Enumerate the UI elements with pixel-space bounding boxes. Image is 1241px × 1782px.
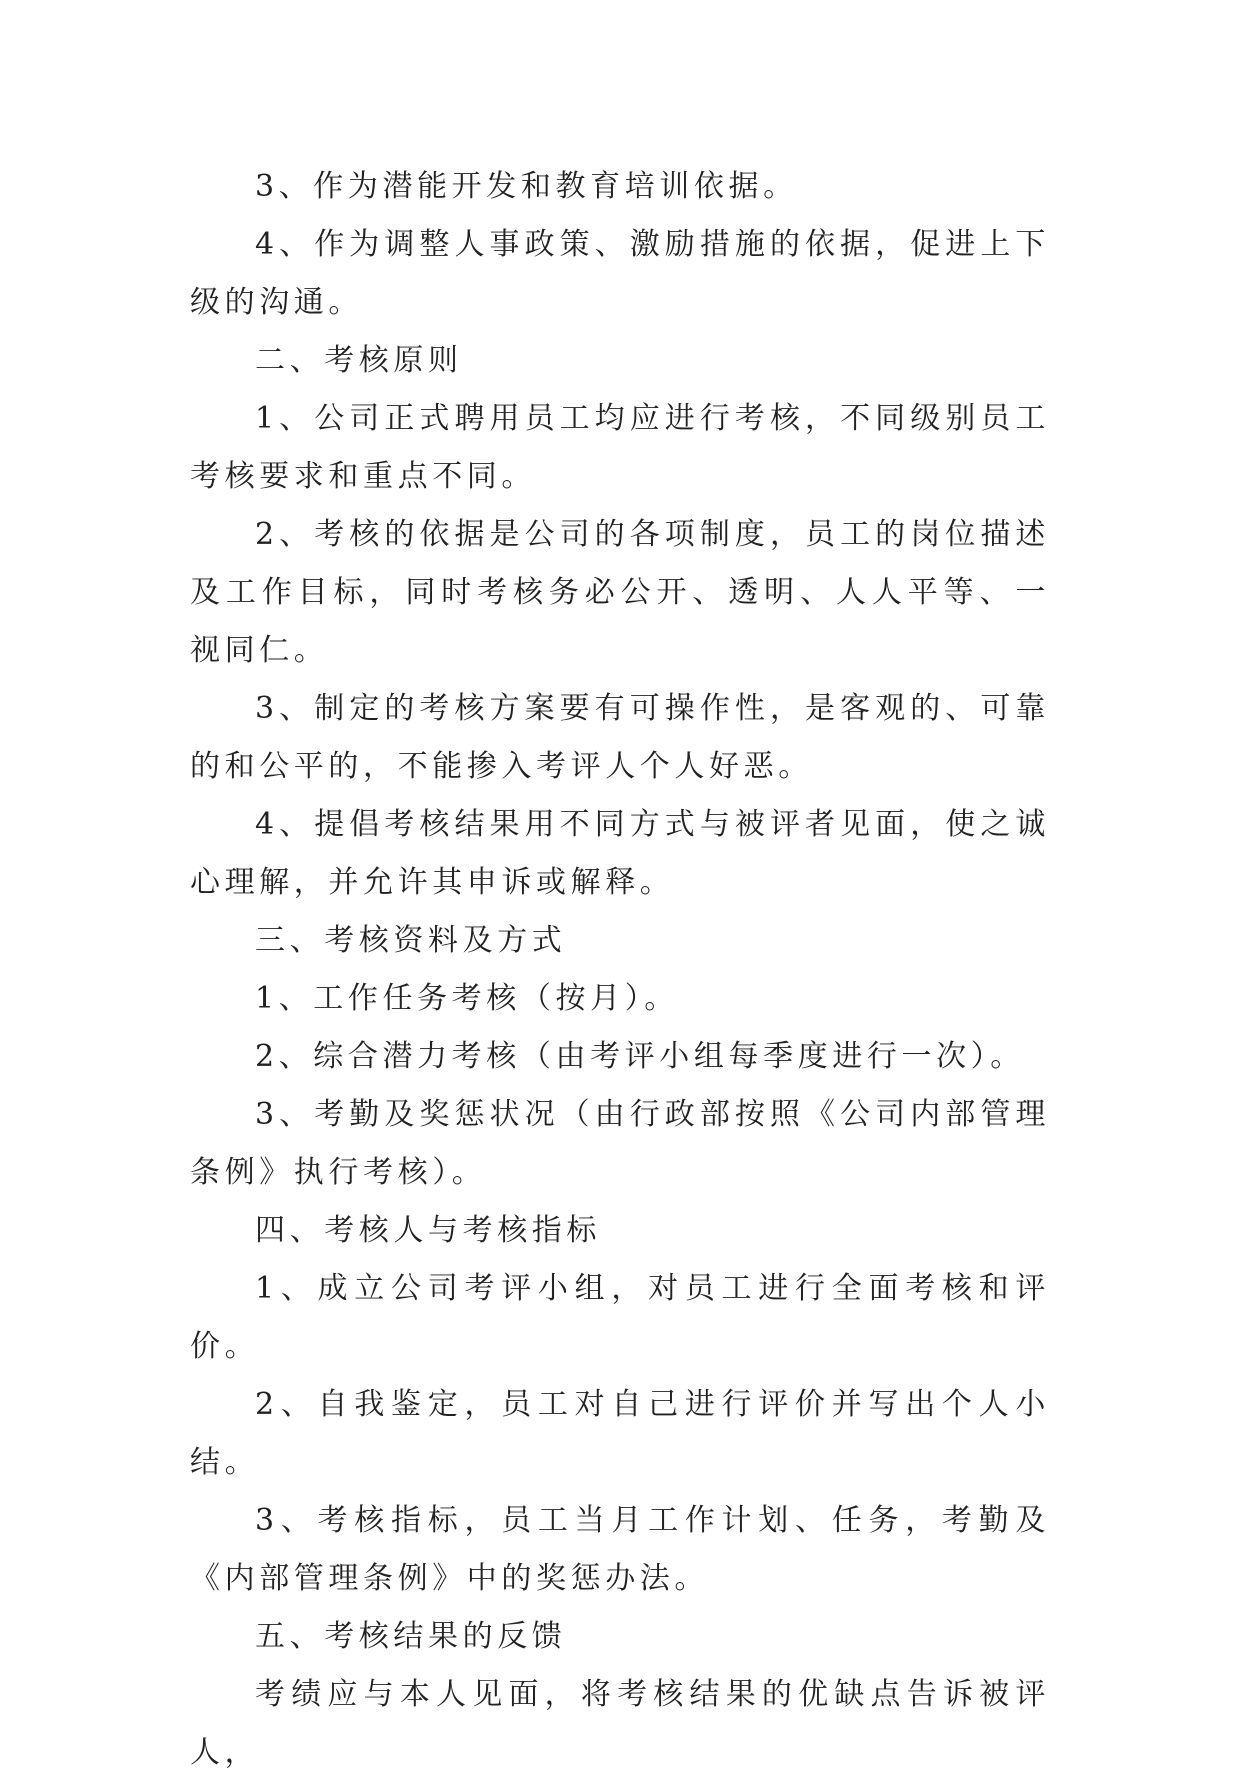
paragraph-material-2: 2、综合潜力考核（由考评小组每季度进行一次）。: [255, 1039, 1025, 1074]
section-heading-principles: 二、考核原则: [255, 343, 463, 378]
paragraph-assessor-2: 2、自我鉴定，员工对自己进行评价并写出个人小结。: [190, 1387, 1050, 1480]
paragraph-assessor-3: 3、考核指标，员工当月工作计划、任务，考勤及《内部管理条例》中的奖惩办法。: [190, 1503, 1050, 1596]
paragraph-material-1: 1、工作任务考核（按月）。: [255, 981, 679, 1016]
section-heading-feedback: 五、考核结果的反馈: [255, 1619, 567, 1654]
paragraph-purpose-4: 4、作为调整人事政策、激励措施的依据，促进上下级的沟通。: [190, 227, 1050, 320]
paragraph-assessor-1: 1、成立公司考评小组，对员工进行全面考核和评价。: [190, 1271, 1050, 1364]
paragraph-material-3: 3、考勤及奖惩状况（由行政部按照《公司内部管理条例》执行考核）。: [190, 1097, 1050, 1190]
section-heading-materials: 三、考核资料及方式: [255, 923, 567, 958]
section-heading-assessors: 四、考核人与考核指标: [255, 1213, 601, 1248]
paragraph-purpose-3: 3、作为潜能开发和教育培训依据。: [255, 169, 798, 204]
paragraph-principle-4: 4、提倡考核结果用不同方式与被评者见面，使之诚心理解，并允许其申诉或解释。: [190, 807, 1050, 900]
document-body: [190, 158, 1050, 1782]
paragraph-principle-3: 3、制定的考核方案要有可操作性，是客观的、可靠的和公平的，不能掺入考评人个人好恶。: [190, 691, 1050, 784]
paragraph-principle-2: 2、考核的依据是公司的各项制度，员工的岗位描述及工作目标，同时考核务必公开、透明、人人平等、一视同仁。: [190, 517, 1050, 668]
paragraph-principle-1: 1、公司正式聘用员工均应进行考核，不同级别员工考核要求和重点不同。: [190, 401, 1050, 494]
paragraph-feedback: 考绩应与本人见面，将考核结果的优缺点告诉被评人，: [190, 1677, 1050, 1770]
